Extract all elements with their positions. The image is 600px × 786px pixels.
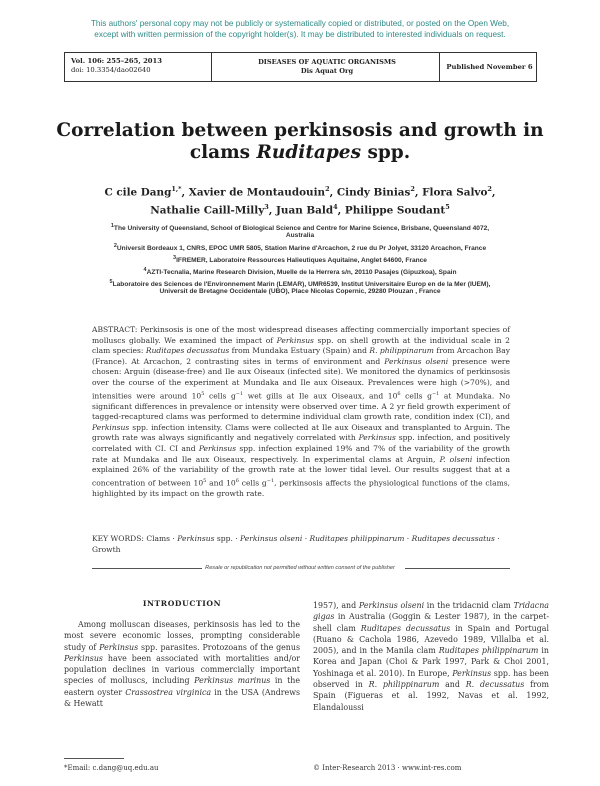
affiliation: $^1$The University of Queensland, School of Biological Science and Centre for Marine Science, Brisbane, Queensland 4072, (110, 223, 490, 233)
title-line-2: clams Ruditapes spp. (189, 142, 411, 163)
section-heading-introduction: INTRODUCTION (142, 599, 222, 608)
authors-line-1: C cile Dang$^{1,*}$, Xavier de Montaudouin$^2$, Cindy Binias$^2$, Flora Salvo$^2$, (104, 185, 496, 199)
intro-paragraph: Among molluscan diseases, perkinsosis has led to the most severe economic losses, prompting considerable study of Perkinsus spp. parasites. Protozoans of the genus Perkinsus have been associated with mortalities and/or population declines in various commercially important species of molluscs, including Perkinsus marinus in the eastern oyster Crassostrea virginica in the USA (Andrews & Hewatt (64, 620, 301, 709)
affiliation: $^2$Universit Bordeaux 1, CNRS, EPOC UMR 5805, Station Marine d'Arcachon, 2 rue du Pr Jolyet, 33120 Arcachon, France (113, 243, 487, 253)
affiliation: Universit de Bretagne Occidentale (UBO), Place Nicolas Copernic, 29280 Plouzan , France (159, 288, 441, 295)
volume: Vol. 106: 255–265, 2013 (71, 57, 162, 65)
header-divider (211, 53, 212, 81)
introduction-right-column (313, 600, 549, 713)
affiliation: $^5$Laboratoire des Sciences de l'Environnement Marin (LEMAR), UMR6539, Institut Universitaire Europ en de la Mer (IUEM), (109, 279, 491, 289)
title-line-1: Correlation between perkinsosis and growth in (56, 120, 544, 141)
doi: doi: 10.3354/dao02640 (71, 66, 151, 74)
journal-title: DISEASES OF AQUATIC ORGANISMS (258, 58, 396, 66)
authors-line-2: Nathalie Caill-Milly$^3$, Juan Bald$^4$, Philippe Soudant$^5$ (150, 203, 450, 217)
introduction-left-column (64, 619, 300, 709)
intro-paragraph-continued: 1957), and Perkinsus olseni in the tridacnid clam Tridacna gigas in Australia (Goggin & Lester 1987), in the carpet-shell clam Ruditapes decussatus in Spain and Portugal (Ruano & Cachola 1986, Azevedo 1989, Villalba et al. 2005), and in the Manila clam Ruditapes philippinarum in Korea and Japan (Choi & Park 1997, Park & Choi 2001, Yoshinaga et al. 2010). In Europe, Perkinsus spp. has been observed in R. philippinarum and R. decussatus from Spain (Figueras et al. 1992, Navas et al. 1992, Elandaloussi (313, 601, 550, 712)
paper-title (40, 120, 560, 164)
notice-line-2: except with written permission of the copyright holder(s). It may be distributed to interested individuals on request. (94, 30, 506, 39)
author-list (40, 182, 560, 219)
copyright-notice (0, 18, 600, 40)
resale-notice: Resale or republication not permitted without written consent of the publisher (205, 565, 395, 571)
affiliation: Australia (285, 232, 315, 239)
journal-name (215, 58, 439, 76)
journal-header (64, 52, 537, 82)
copyright-line: © Inter-Research 2013 · www.int-res.com (313, 764, 462, 772)
affiliation: $^4$AZTI-Tecnalia, Marine Research Division, Muelle de la Herrera s/n, 20110 Pasajes (Gipuzkoa), Spain (143, 267, 457, 277)
volume-info (71, 57, 162, 75)
author-email: *Email: c.dang@uq.edu.au (64, 764, 159, 772)
keywords: KEY WORDS: Clams · Perkinsus spp. · Perkinsus olseni · Ruditapes philippinarum · Ruditapes decussatus · Growth (92, 534, 500, 554)
notice-line-1: This authors' personal copy may not be publicly or systematically copied or distributed, or posted on the Open Web, (90, 19, 510, 28)
journal-abbr: Dis Aquat Org (300, 67, 354, 75)
affiliation: $^3$IFREMER, Laboratoire Ressources Halieutiques Aquitaine, Anglet 64600, France (173, 255, 427, 265)
published-date: Published November 6 (446, 63, 533, 71)
footnote-rule (64, 758, 124, 759)
abstract: ABSTRACT: Perkinsosis is one of the most widespread diseases affecting commercially important species of molluscs globally. We examined the impact of Perkinsus spp. on shell growth at the individual scale in 2 clam species: Ruditapes decussatus from Mundaka Estuary (Spain) and R. philippinarum from Arcachon Bay (France). At Arcachon, 2 contrasting sites in terms of environment and Perkinsus olseni presence were chosen: Arguin (disease-free) and Ile aux Oiseaux (infected site). We monitored the dynamics of perkinsosis over the course of the experiment at Mundaka and Ile aux Oiseaux. Prevalences were high (>70%), and intensities were around $10^5$ cells $g^{-1}$ wet gills at Ile aux Oiseaux, and $10^6$ cells $g^{-1}$ at Mundaka. No significant differences in prevalence or intensity were observed over time. A 2 yr field growth experiment of tagged-recaptured clams was performed to determine individual clam growth rate, condition index (CI), and Perkinsus spp. infection intensity. Clams were collected at Ile aux Oiseaux and transplanted to Arguin. The growth rate was always significantly and negatively correlated with Perkinsus spp. infection, and positively correlated with CI. CI and Perkinsus spp. infection explained 19% and 7% of the variability of the growth rate at Mundaka and Ile aux Oiseaux, respectively. In experimental clams at Arguin, P. olseni infection explained 26% of the variability of the growth rate at the lower tidal level. Our results suggest that at a concentration of between $10^5$ and $10^6$ cells $g^{-1}$, perkinsosis affects the physiological functions of the clams, highlighted by its impact on the growth rate. (92, 325, 510, 498)
header-divider (439, 53, 440, 81)
